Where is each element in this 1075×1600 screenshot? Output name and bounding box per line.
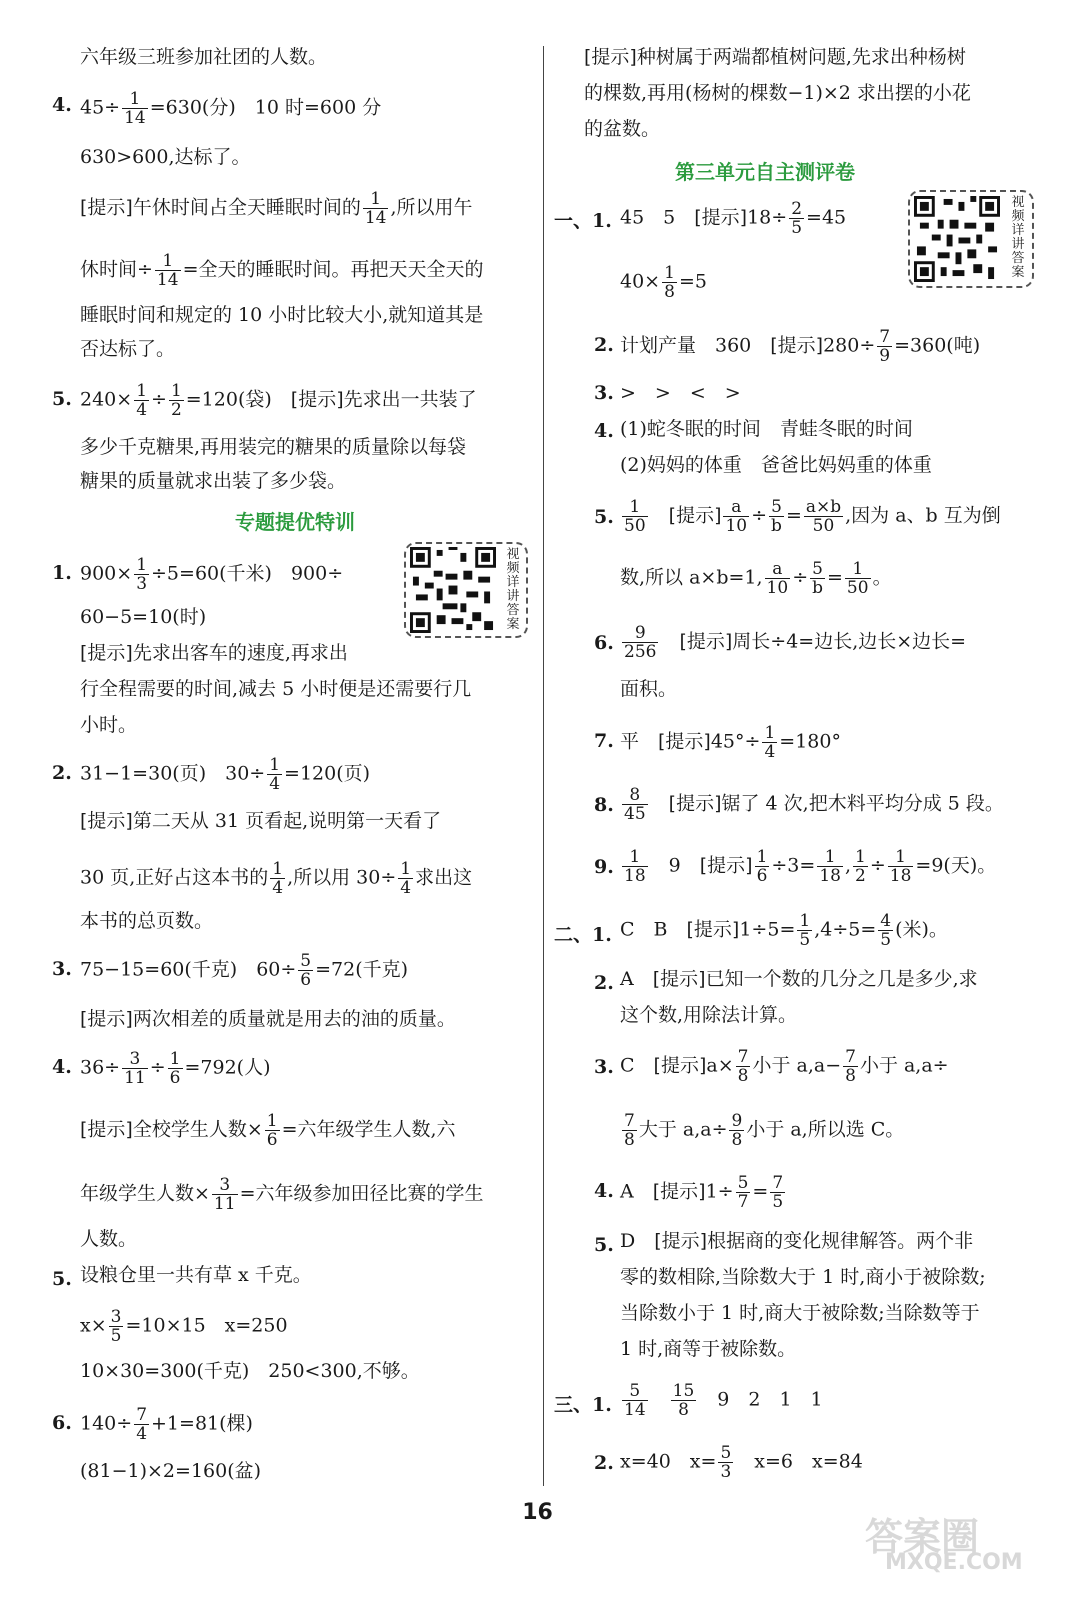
hint-line: 人数。: [80, 1228, 138, 1250]
hint-line: 的棵数,再用(杨树的棵数−1)×2 求出摆的小花: [584, 82, 971, 104]
section-heading: 第三单元自主测评卷: [675, 160, 855, 184]
answer-line: D [提示]根据商的变化规律解答。两个非: [620, 1230, 974, 1252]
question-number: 2.: [594, 334, 614, 356]
answer-line: (81−1)×2=160(盆): [80, 1460, 262, 1482]
hint-line: 小时。: [80, 714, 138, 736]
answer-line: $\frac{1}{50}$ [提示] $\frac{a}{10}$ ÷ $\frac{5}{b}$ = $\frac{a\times b}{50}$ ,因为 a、b 互为倒: [624, 497, 1001, 536]
answer-line: $\frac{1}{18}$ 9 [提示] $\frac{1}{6}$ ÷3= $\frac{1}{18}$ , $\frac{1}{2}$ ÷ $\frac{1}{18}$ =9(天)。: [624, 847, 997, 886]
hint-line: 睡眠时间和规定的 10 小时比较大小,就知道其是: [80, 304, 484, 326]
question-number: 5.: [52, 1268, 72, 1290]
answer-line: C [提示]a× $\frac{7}{8}$ 小于 a,a− $\frac{7}{8}$ 小于 a,a÷: [620, 1047, 949, 1086]
answer-line: 240× $\frac{1}{4}$ ÷ $\frac{1}{2}$ =120(袋) [提示]先求出一共装了: [80, 381, 477, 420]
question-number: 3.: [594, 382, 614, 404]
question-number: 8.: [594, 794, 614, 816]
answer-line: 10×30=300(千克) 250<300,不够。: [80, 1360, 420, 1382]
answer-line: $\frac{5}{14}$ $\frac{15}{8}$ 9 2 1 1: [624, 1381, 823, 1420]
hint-line: [提示]先求出客车的速度,再求出: [80, 642, 348, 664]
answer-line: (2)妈妈的体重 爸爸比妈妈重的体重: [620, 454, 932, 476]
qr-code-icon: [410, 547, 496, 633]
text-line: 六年级三班参加社团的人数。: [80, 46, 328, 68]
hint-line: [提示]全校学生人数× $\frac{1}{6}$ =六年级学生人数,六: [80, 1111, 456, 1150]
hint-line: 的盆数。: [584, 118, 661, 140]
question-number: 3.: [52, 958, 72, 980]
qr-label: 视频详讲答案: [506, 547, 520, 632]
hint-line: 否达标了。: [80, 338, 176, 360]
watermark: 答案圈 MXQE.COM: [865, 1515, 1023, 1575]
section-heading: 专题提优特训: [235, 510, 355, 534]
column-divider: [543, 46, 544, 1486]
question-number: 3.: [594, 1056, 614, 1078]
answer-line: > > < >: [620, 382, 741, 404]
hint-line: 30 页,正好占这本书的 $\frac{1}{4}$ ,所以用 30÷ $\frac{1}{4}$ 求出这: [80, 859, 473, 898]
answer-line: 零的数相除,当除数大于 1 时,商小于被除数;: [620, 1266, 986, 1288]
qr-code[interactable]: [404, 542, 528, 638]
question-number: 5.: [594, 1234, 614, 1256]
question-number: 4.: [594, 420, 614, 442]
answer-line: 75−15=60(千克) 60÷ $\frac{5}{6}$ =72(千克): [80, 951, 409, 990]
answer-line: 当除数小于 1 时,商大于被除数;当除数等于: [620, 1302, 980, 1324]
question-number: 2.: [52, 762, 72, 784]
question-number: 7.: [594, 730, 614, 752]
hint-line: [提示]第二天从 31 页看起,说明第一天看了: [80, 810, 442, 832]
fraction: $\frac{1}{14}$: [124, 89, 146, 128]
question-number: 4.: [52, 94, 72, 116]
question-number: 5.: [52, 388, 72, 410]
answer-line: x=40 x= $\frac{5}{3}$ x=6 x=84: [620, 1443, 863, 1482]
answer-line: $\frac{8}{45}$ [提示]锯了 4 次,把木料平均分成 5 段。: [624, 785, 1004, 824]
answer-line: 平 [提示]45°÷ $\frac{1}{4}$ =180°: [620, 723, 841, 762]
answer-line: 这个数,用除法计算。: [620, 1004, 798, 1026]
answer-line: (1)蛇冬眠的时间 青蛙冬眠的时间: [620, 418, 913, 440]
hint-line: [提示]种树属于两端都植树问题,先求出种杨树: [584, 46, 966, 68]
answer-line: 1 时,商等于被除数。: [620, 1338, 797, 1360]
answer-line: 36÷ $\frac{3}{11}$ ÷ $\frac{1}{6}$ =792(人): [80, 1049, 271, 1088]
hint-line: 本书的总页数。: [80, 910, 214, 932]
question-number: 6.: [594, 632, 614, 654]
section-number: 三、1.: [554, 1394, 612, 1416]
question-number: 9.: [594, 856, 614, 878]
question-number: 5.: [594, 506, 614, 528]
answer-line: 140÷ $\frac{7}{4}$ +1=81(棵): [80, 1405, 253, 1444]
answer-line: 40× $\frac{1}{8}$ =5: [620, 263, 707, 302]
hint-line: 年级学生人数× $\frac{3}{11}$ =六年级参加田径比赛的学生: [80, 1175, 484, 1214]
answer-line: 面积。: [620, 678, 678, 700]
answer-line: A [提示]1÷ $\frac{5}{7}$ = $\frac{7}{5}$: [620, 1173, 784, 1212]
question-number: 2.: [594, 972, 614, 994]
question-number: 4.: [594, 1180, 614, 1202]
question-number: 2.: [594, 1452, 614, 1474]
answer-line: C B [提示]1÷5= $\frac{1}{5}$ ,4÷5= $\frac{4}{5}$ (米)。: [620, 911, 948, 950]
hint-line: 休时间÷ $\frac{1}{14}$ =全天的睡眠时间。再把天天全天的: [80, 251, 484, 290]
answer-line: 数,所以 a×b=1, $\frac{a}{10}$ ÷ $\frac{5}{b}$ = $\frac{1}{50}$ 。: [620, 559, 892, 598]
section-number: 一、1.: [554, 210, 612, 232]
page-number: 16: [522, 1500, 553, 1525]
answer-line: 900× $\frac{1}{3}$ ÷5=60(千米) 900÷: [80, 555, 344, 594]
hint-line: 糖果的质量就求出装了多少袋。: [80, 470, 347, 492]
answer-line: $\frac{9}{256}$ [提示]周长÷4=边长,边长×边长=: [624, 623, 967, 662]
answer-line: 31−1=30(页) 30÷ $\frac{1}{4}$ =120(页): [80, 755, 371, 794]
answer-line: 60−5=10(时): [80, 606, 207, 628]
question-number: 4.: [52, 1056, 72, 1078]
answer-line: 630>600,达标了。: [80, 146, 251, 168]
answer-line: 设粮仓里一共有草 x 千克。: [80, 1264, 312, 1286]
section-number: 二、1.: [554, 924, 612, 946]
question-number: 6.: [52, 1412, 72, 1434]
qr-label: 视频详讲答案: [1011, 195, 1025, 280]
answer-line: A [提示]已知一个数的几分之几是多少,求: [620, 968, 978, 990]
hint-line: [提示]午休时间占全天睡眠时间的 $\frac{1}{14}$ ,所以用午: [80, 189, 473, 228]
hint-line: 行全程需要的时间,减去 5 小时便是还需要行几: [80, 678, 472, 700]
answer-line: 45÷ $\frac{1}{14}$ =630(分) 10 时=600 分: [80, 89, 382, 128]
question-number: 1.: [52, 562, 72, 584]
hint-line: [提示]两次相差的质量就是用去的油的质量。: [80, 1008, 456, 1030]
hint-line: 多少千克糖果,再用装完的糖果的质量除以每袋: [80, 436, 467, 458]
answer-line: 45 5 [提示]18÷ $\frac{2}{5}$ =45: [620, 199, 847, 238]
answer-line: $\frac{7}{8}$ 大于 a,a÷ $\frac{9}{8}$ 小于 a,所以选 C。: [624, 1111, 905, 1150]
answer-line: 计划产量 360 [提示]280÷ $\frac{7}{9}$ =360(吨): [620, 327, 981, 366]
answer-line: x× $\frac{3}{5}$ =10×15 x=250: [80, 1307, 288, 1346]
